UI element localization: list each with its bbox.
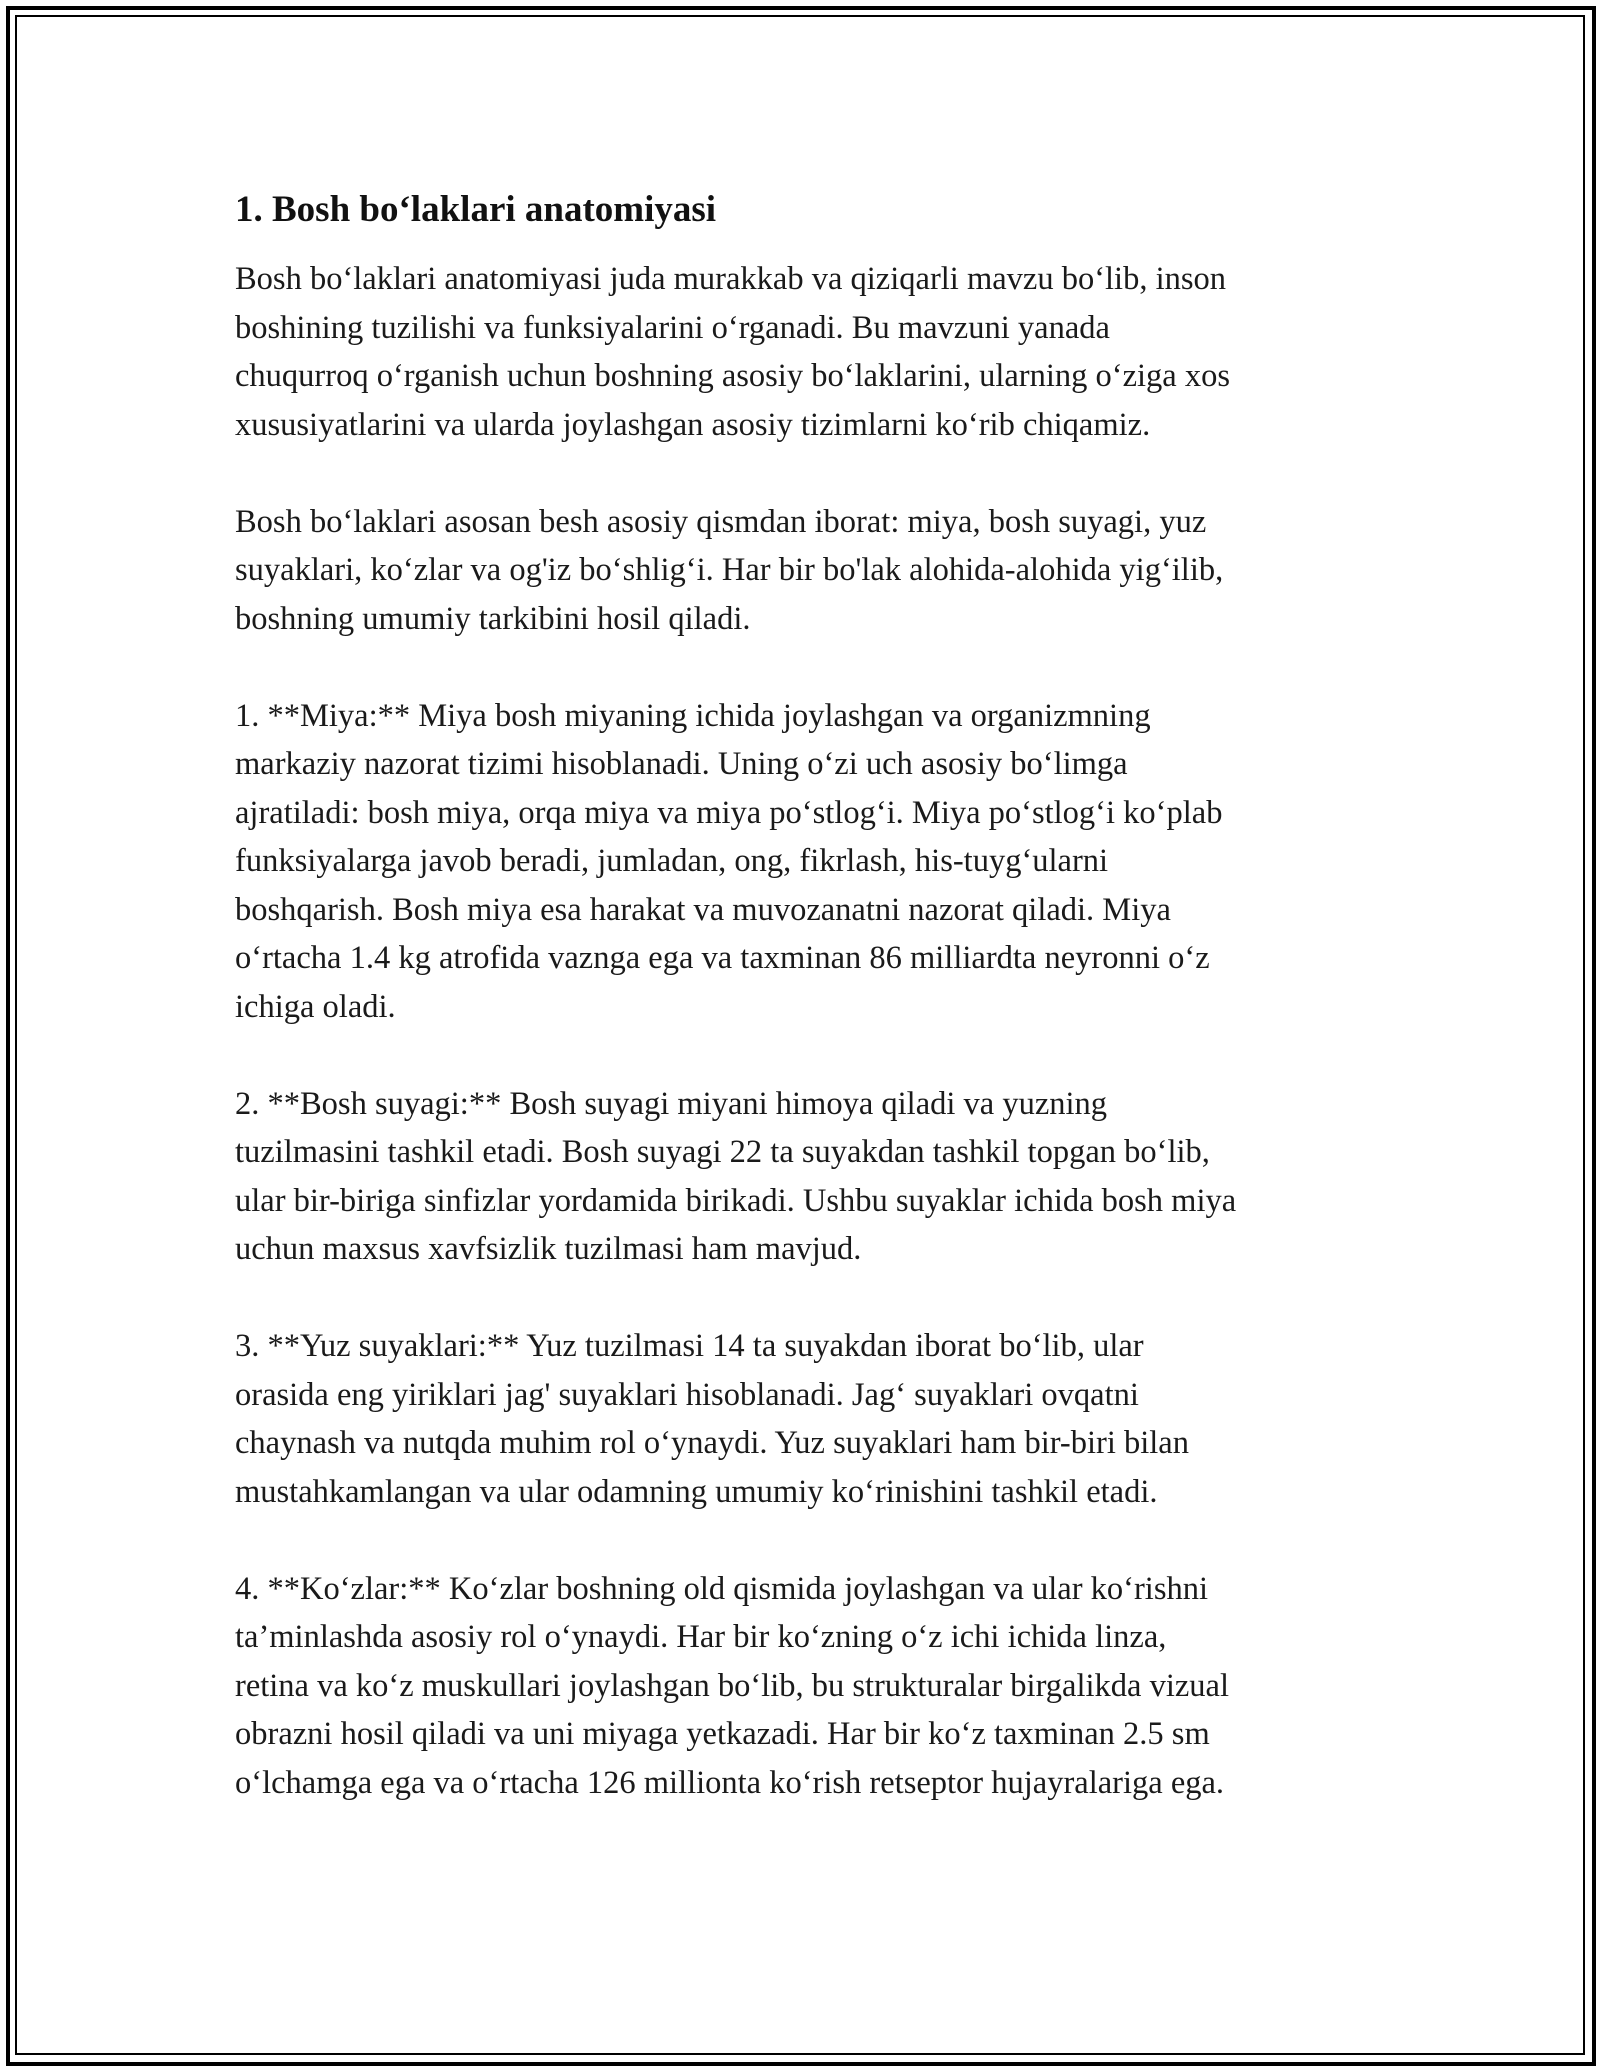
paragraph-yuz-suyaklari: 3. **Yuz suyaklari:** Yuz tuzilmasi 14 ta suyakdan iborat bo‘lib, ular orasida eng yiriklari jag' suyaklari hisoblanadi. Jag‘ suyaklari ovqatni chaynash va nutqda muhim rol o‘ynaydi. Yuz suyaklari ham bir-biri bilan mustahkamlangan va ular odamning umumiy ko‘rinishini tashkil etadi. bbox=[235, 1328, 1189, 1510]
paragraph-kozlar: 4. **Ko‘zlar:** Ko‘zlar boshning old qismida joylashgan va ular ko‘rishni ta’minlashda asosiy rol o‘ynaydi. Har bir ko‘zning o‘z ichi ichida linza, retina va ko‘z muskullari joylashgan bo‘lib, bu strukturalar birgalikda vizual obrazni hosil qiladi va uni miyaga yetkazadi. Har bir ko‘z taxminan 2.5 sm o‘lchamga ega va o‘rtacha 126 millionta ko‘rish retseptor hujayralariga ega. bbox=[235, 1570, 1229, 1801]
paragraph-intro: Bosh bo‘laklari anatomiyasi juda murakkab va qiziqarli mavzu bo‘lib, inson boshining tuzilishi va funksiyalarini o‘rganadi. Bu mavzuni yanada chuqurroq o‘rganish uchun boshning asosiy bo‘laklarini, ularning o‘ziga xos xususiyatlarini va ularda joylashgan asosiy tizimlarni ko‘rib chiqamiz. bbox=[235, 261, 1230, 443]
document-title: 1. Bosh bo‘laklari anatomiyasi bbox=[235, 189, 717, 230]
paragraph-overview: Bosh bo‘laklari asosan besh asosiy qismdan iborat: miya, bosh suyagi, yuz suyaklari, ko‘zlar va og'iz bo‘shlig‘i. Har bir bo'lak alohida-alohida yig‘ilib, boshning umumiy tarkibini hosil qiladi. bbox=[235, 503, 1224, 637]
paragraph-miya: 1. **Miya:** Miya bosh miyaning ichida joylashgan va organizmning markaziy nazorat tizimi hisoblanadi. Uning o‘zi uch asosiy bo‘limga ajratiladi: bosh miya, orqa miya va miya po‘stlog‘i. Miya po‘stlog‘i ko‘plab funksiyalarga javob beradi, jumladan, ong, fikrlash, his-tuyg‘ularni boshqarish. Bosh miya esa harakat va muvozanatni nazorat qiladi. Miya o‘rtacha 1.4 kg atrofida vaznga ega va taxminan 86 milliardta neyronni o‘z ichiga oladi. bbox=[235, 697, 1223, 1025]
paragraph-bosh-suyagi: 2. **Bosh suyagi:** Bosh suyagi miyani himoya qiladi va yuzning tuzilmasini tashkil etadi. Bosh suyagi 22 ta suyakdan tashkil topgan bo‘lib, ular bir-biriga sinfizlar yordamida birikadi. Ushbu suyaklar ichida bosh miya uchun maxsus xavfsizlik tuzilmasi ham mavjud. bbox=[235, 1085, 1237, 1267]
document-body bbox=[235, 186, 1375, 1807]
